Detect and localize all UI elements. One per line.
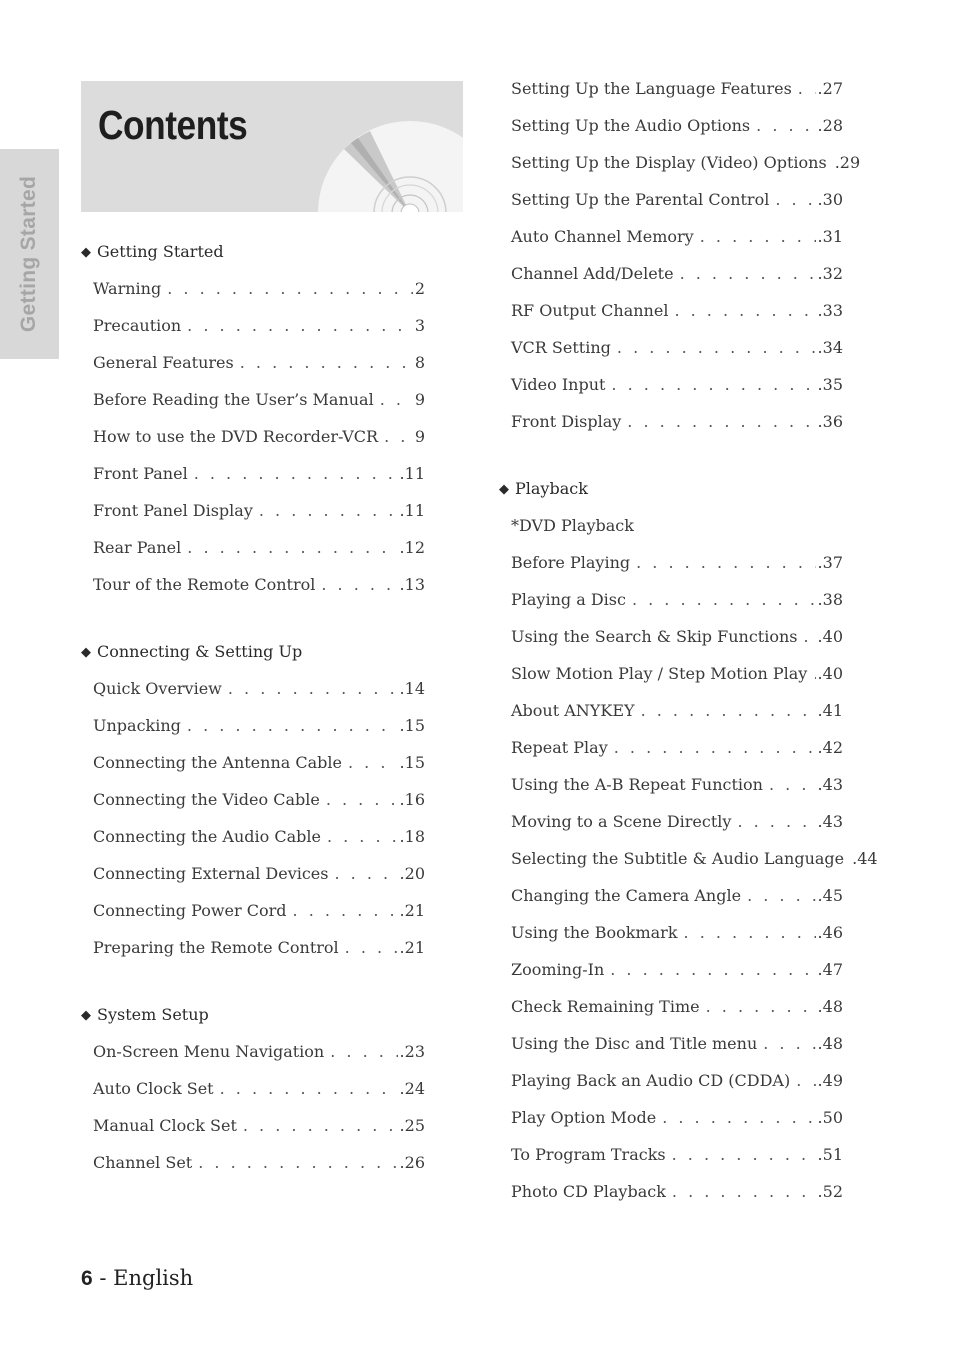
section-gap [499, 439, 843, 469]
section-heading-label: Connecting & Setting Up [97, 642, 303, 661]
dot-leader [330, 1032, 397, 1072]
dot-leader [769, 765, 816, 805]
toc-entry[interactable] [499, 802, 843, 839]
toc-entry[interactable] [499, 143, 861, 180]
toc-entry[interactable] [81, 780, 425, 817]
side-section-tab [0, 149, 59, 359]
toc-entry-title: Manual Clock Set [93, 1116, 237, 1135]
toc-entry[interactable] [81, 669, 425, 706]
dot-leader [674, 291, 815, 331]
toc-entry[interactable] [499, 950, 843, 987]
contents-left-column [81, 232, 425, 1180]
dot-leader [334, 854, 397, 894]
toc-entry[interactable] [81, 528, 425, 565]
toc-entry-title: Using the Bookmark [511, 923, 678, 942]
dot-leader [672, 1172, 816, 1212]
toc-entry[interactable] [499, 254, 843, 291]
toc-entry-page: .48 [817, 1034, 843, 1053]
toc-entry[interactable] [499, 728, 843, 765]
toc-entry-title: Connecting the Audio Cable [93, 827, 321, 846]
dot-leader [611, 365, 815, 405]
toc-entry[interactable] [499, 291, 843, 328]
toc-entry-page: .15 [399, 753, 425, 772]
dot-leader [348, 743, 398, 783]
toc-entry-page: 9 [414, 427, 425, 446]
toc-entry-title: Playing Back an Audio CD (CDDA) [511, 1071, 791, 1090]
toc-entry-title: Channel Add/Delete [511, 264, 674, 283]
toc-entry-title: How to use the DVD Recorder-VCR [93, 427, 379, 446]
toc-entry-title: Play Option Mode [511, 1108, 657, 1127]
dot-leader [672, 1135, 816, 1175]
toc-entry[interactable] [81, 454, 425, 491]
toc-entry[interactable] [81, 491, 425, 528]
toc-entry-page: .32 [817, 264, 843, 283]
dot-leader [610, 950, 815, 990]
toc-entry-page: .43 [817, 775, 843, 794]
page-footer [81, 1266, 193, 1291]
toc-entry-page: .43 [817, 812, 843, 831]
toc-entry[interactable] [499, 617, 843, 654]
toc-entry-page: .12 [399, 538, 425, 557]
toc-entry-title: Preparing the Remote Control [93, 938, 339, 957]
toc-entry-title: Using the Disc and Title menu [511, 1034, 758, 1053]
toc-entry[interactable] [81, 1069, 425, 1106]
toc-entry-title: Selecting the Subtitle & Audio Language [511, 849, 845, 868]
toc-entry-page: 2 [414, 279, 425, 298]
dot-leader [194, 454, 398, 494]
toc-entry-page: .47 [817, 960, 843, 979]
toc-entry-title: General Features [93, 353, 234, 372]
dot-leader [345, 928, 398, 968]
toc-entry-page: .42 [817, 738, 843, 757]
toc-entry-title: Slow Motion Play / Step Motion Play [511, 664, 808, 683]
toc-entry-title: Setting Up the Display (Video) Options [511, 153, 827, 172]
side-tab-label: Getting Started [17, 175, 40, 333]
toc-entry-title: Auto Channel Memory [511, 227, 694, 246]
toc-entry[interactable] [499, 580, 843, 617]
toc-entry-page: .28 [817, 116, 843, 135]
toc-entry-title: Using the A-B Repeat Function [511, 775, 763, 794]
toc-entry-page: .14 [399, 679, 425, 698]
toc-entry-title: Check Remaining Time [511, 997, 700, 1016]
toc-entry-title: Using the Search & Skip Functions [511, 627, 798, 646]
toc-entry-title: Video Input [511, 375, 606, 394]
toc-entry-page: .37 [817, 553, 843, 572]
toc-entry-page: .27 [817, 79, 843, 98]
toc-entry-title: Channel Set [93, 1153, 193, 1172]
dot-leader [326, 780, 398, 820]
page-title: Contents [98, 102, 248, 148]
toc-entry-page: .13 [399, 575, 425, 594]
dot-leader [167, 269, 413, 309]
toc-entry-title: To Program Tracks [511, 1145, 666, 1164]
toc-entry-page: .48 [817, 997, 843, 1016]
dot-leader [380, 380, 413, 420]
toc-entry-page: 3 [414, 316, 425, 335]
toc-entry-title: Front Panel [93, 464, 188, 483]
toc-entry[interactable] [81, 343, 425, 380]
section-heading-label: Playback [515, 479, 588, 498]
footer-language: English [113, 1266, 194, 1290]
toc-entry[interactable] [499, 365, 843, 402]
toc-entry[interactable] [499, 1024, 843, 1061]
toc-entry-page: .51 [817, 1145, 843, 1164]
toc-entry-page: .33 [817, 301, 843, 320]
toc-subheading: *DVD Playback [511, 516, 634, 535]
toc-entry-page: .11 [399, 501, 425, 520]
toc-entry-page: .34 [817, 338, 843, 357]
footer-separator: - [92, 1266, 114, 1290]
toc-entry-page: .24 [399, 1079, 425, 1098]
toc-entry-page: .49 [817, 1071, 843, 1090]
diamond-bullet-icon: ◆ [499, 482, 509, 497]
toc-entry-page: .30 [817, 190, 843, 209]
toc-entry[interactable] [499, 106, 843, 143]
toc-entry-title: Moving to a Scene Directly [511, 812, 732, 831]
dot-leader [243, 1106, 398, 1146]
toc-entry-page: .52 [817, 1182, 843, 1201]
dot-leader [641, 691, 816, 731]
toc-entry-title: Rear Panel [93, 538, 182, 557]
page-number: 6 [81, 1267, 93, 1290]
toc-entry-page: .15 [399, 716, 425, 735]
toc-entry[interactable] [81, 891, 425, 928]
section-gap [81, 965, 425, 995]
dot-leader [293, 891, 398, 931]
dot-leader [737, 802, 815, 842]
dot-leader [187, 306, 413, 346]
toc-entry-page: .23 [399, 1042, 425, 1061]
contents-right-column [499, 69, 878, 1209]
toc-entry[interactable] [81, 854, 425, 891]
toc-entry[interactable] [499, 1135, 843, 1172]
dot-leader [636, 543, 815, 583]
toc-entry-title: Photo CD Playback [511, 1182, 666, 1201]
toc-entry[interactable] [499, 654, 843, 691]
toc-entry[interactable] [81, 1106, 425, 1143]
toc-entry-title: Setting Up the Audio Options [511, 116, 751, 135]
toc-entry[interactable] [499, 765, 843, 802]
toc-entry[interactable] [499, 402, 843, 439]
toc-entry[interactable] [499, 180, 843, 217]
toc-entry-title: Repeat Play [511, 738, 608, 757]
toc-entry-page: .31 [817, 227, 843, 246]
toc-entry-title: Playing a Disc [511, 590, 626, 609]
section-heading-label: System Setup [97, 1005, 209, 1024]
dot-leader [321, 565, 397, 605]
diamond-bullet-icon: ◆ [81, 1008, 91, 1023]
dot-leader [617, 328, 816, 368]
section-heading-label: Getting Started [97, 242, 224, 261]
toc-entry-page: .35 [817, 375, 843, 394]
toc-entry-page: .41 [817, 701, 843, 720]
toc-entry-title: Connecting the Antenna Cable [93, 753, 342, 772]
toc-entry-title: RF Output Channel [511, 301, 669, 320]
dot-leader [775, 180, 815, 220]
section-heading [81, 995, 425, 1032]
toc-entry-page: .40 [817, 664, 843, 683]
toc-entry-page: .44 [852, 849, 878, 868]
toc-entry[interactable] [499, 876, 843, 913]
dot-leader [798, 69, 816, 109]
toc-entry[interactable] [81, 306, 425, 343]
toc-entry-title: Warning [93, 279, 162, 298]
toc-entry[interactable] [499, 543, 843, 580]
dot-leader [614, 728, 816, 768]
diamond-bullet-icon: ◆ [81, 645, 91, 660]
toc-entry-page: .11 [399, 464, 425, 483]
toc-entry-page: .20 [399, 864, 425, 883]
toc-entry-page: 8 [414, 353, 425, 372]
dot-leader [384, 417, 413, 457]
toc-entry[interactable] [499, 69, 843, 106]
dot-leader [198, 1143, 397, 1183]
toc-entry-title: Connecting Power Cord [93, 901, 287, 920]
toc-entry-page: .25 [399, 1116, 425, 1135]
toc-entry[interactable] [81, 743, 425, 780]
toc-entry-title: Before Reading the User’s Manual [93, 390, 374, 409]
toc-entry-page: .29 [834, 153, 861, 172]
toc-entry-title: Quick Overview [93, 679, 222, 698]
dot-leader [763, 1024, 815, 1064]
dot-leader [627, 402, 815, 442]
toc-entry-title: Setting Up the Parental Control [511, 190, 770, 209]
dot-leader [804, 617, 816, 657]
toc-entry-page: .36 [817, 412, 843, 431]
dot-leader [756, 106, 815, 146]
toc-entry-title: Unpacking [93, 716, 181, 735]
toc-entry[interactable] [81, 269, 425, 306]
toc-entry-page: .40 [817, 627, 843, 646]
toc-entry[interactable] [81, 380, 425, 417]
dot-leader [240, 343, 413, 383]
dot-leader [796, 1061, 815, 1101]
toc-entry-page: .21 [399, 901, 425, 920]
section-heading [81, 632, 425, 669]
dot-leader [327, 817, 398, 857]
dot-leader [662, 1098, 815, 1138]
section-heading [81, 232, 425, 269]
dot-leader [680, 254, 816, 294]
toc-entry-title: Precaution [93, 316, 182, 335]
dot-leader [684, 913, 816, 953]
toc-entry-title: About ANYKEY [511, 701, 635, 720]
toc-entry[interactable] [499, 1061, 843, 1098]
toc-entry-title: Auto Clock Set [93, 1079, 214, 1098]
toc-entry-title: Before Playing [511, 553, 631, 572]
toc-entry-title: Connecting the Video Cable [93, 790, 320, 809]
toc-entry-title: Setting Up the Language Features [511, 79, 792, 98]
toc-entry-page: .38 [817, 590, 843, 609]
section-gap [81, 602, 425, 632]
title-banner [81, 81, 463, 212]
toc-entry[interactable] [499, 1172, 843, 1209]
toc-entry-title: Front Panel Display [93, 501, 253, 520]
toc-entry-page: .18 [399, 827, 425, 846]
dot-leader [747, 876, 815, 916]
dot-leader [228, 669, 398, 709]
dot-leader [187, 528, 397, 568]
toc-entry-title: Tour of the Remote Control [93, 575, 316, 594]
toc-entry[interactable] [499, 328, 843, 365]
toc-entry-title: Front Display [511, 412, 622, 431]
toc-entry[interactable] [499, 839, 878, 876]
toc-entry[interactable] [499, 987, 843, 1024]
dot-leader [813, 654, 815, 694]
toc-entry-page: .16 [399, 790, 425, 809]
toc-entry[interactable] [499, 1098, 843, 1135]
toc-entry-title: On-Screen Menu Navigation [93, 1042, 325, 1061]
toc-entry[interactable] [81, 928, 425, 965]
toc-entry[interactable] [499, 691, 843, 728]
diamond-bullet-icon: ◆ [81, 245, 91, 260]
toc-entry-title: Connecting External Devices [93, 864, 329, 883]
toc-entry-page: .45 [817, 886, 843, 905]
toc-entry[interactable] [81, 417, 425, 454]
toc-entry-title: Zooming-In [511, 960, 605, 979]
toc-entry[interactable] [81, 565, 425, 602]
toc-entry-page: .21 [399, 938, 425, 957]
dot-leader [706, 987, 816, 1027]
toc-entry-page: .46 [817, 923, 843, 942]
section-heading [499, 469, 843, 506]
toc-entry[interactable] [499, 913, 843, 950]
toc-entry-page: 9 [414, 390, 425, 409]
toc-entry-title: Changing the Camera Angle [511, 886, 742, 905]
dot-leader [700, 217, 816, 257]
toc-entry[interactable] [499, 217, 843, 254]
toc-entry-page: .50 [817, 1108, 843, 1127]
toc-entry-title: VCR Setting [511, 338, 611, 357]
toc-entry[interactable] [81, 706, 425, 743]
toc-entry[interactable] [81, 1032, 425, 1069]
toc-entry[interactable] [81, 817, 425, 854]
dot-leader [187, 706, 398, 746]
dot-leader [259, 491, 398, 531]
dot-leader [220, 1069, 398, 1109]
dot-leader [632, 580, 816, 620]
toc-entry[interactable] [81, 1143, 425, 1180]
toc-entry-page: .26 [399, 1153, 425, 1172]
